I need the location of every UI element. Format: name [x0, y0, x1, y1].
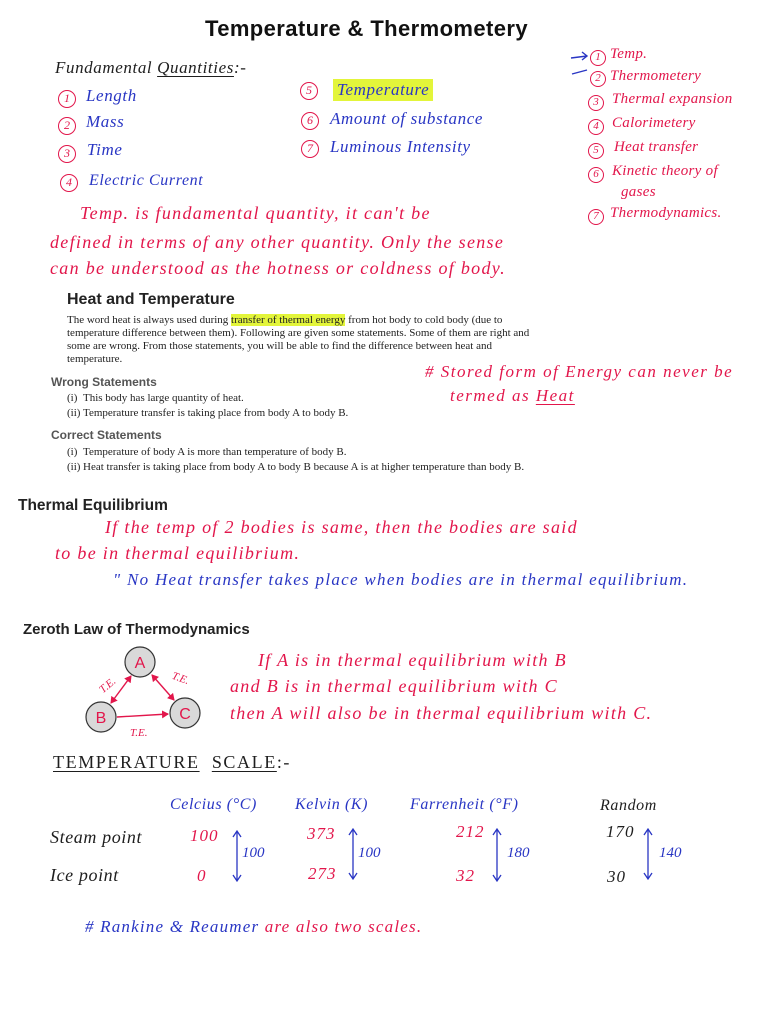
heading-suffix: :-	[233, 58, 247, 77]
statement-text: Temperature of body A is more than temperature of body B.	[83, 446, 347, 458]
list-number-badge: 7	[301, 140, 319, 158]
list-number-badge: 5	[300, 82, 318, 100]
statement-item	[59, 407, 535, 420]
topic-item: Thermal expansion	[612, 91, 733, 107]
wrong-statements-heading: Wrong Statements	[51, 375, 157, 389]
topic-item: Calorimetery	[612, 115, 696, 131]
node-b-label: B	[95, 710, 107, 727]
thermal-eq-line: If the temp of 2 bodies is same, then the bodies are said	[105, 517, 578, 537]
statement-text: This body has large quantity of heat.	[83, 392, 244, 404]
scale-column-header: Celcius (°C)	[170, 796, 257, 813]
temperature-scale-heading	[53, 752, 291, 773]
scale-interval-value: 180	[507, 845, 530, 861]
list-number-badge: 6	[301, 112, 319, 130]
temp-note-line: Temp. is fundamental quantity, it can't be	[80, 203, 431, 223]
statement-item	[59, 461, 535, 474]
topic-number-badge: 1	[590, 50, 606, 66]
heading-prefix: Fundamental	[55, 58, 158, 77]
topic-number-badge: 7	[588, 209, 604, 225]
tick-stroke	[571, 52, 587, 60]
ice-point-value: 32	[456, 866, 475, 885]
scale-interval-value: 100	[242, 845, 265, 861]
paragraph-text: from hot body to cold body (due to temperature difference between them). Following are given some statements. Some of them are right and some are wrong. From those statements, you will be able to find the difference between heat and temperature.	[67, 314, 530, 365]
scale-column-header: Kelvin (K)	[295, 796, 369, 813]
vertical-double-arrow-icon	[641, 826, 655, 882]
topic-number-badge: 6	[588, 167, 604, 183]
statement-number: (i)	[67, 392, 78, 404]
statement-item	[59, 446, 535, 459]
statement-text: Heat transfer is taking place from body A to body B because A is at higher temperature than body B.	[83, 461, 525, 473]
steam-point-value: 373	[307, 824, 336, 843]
quantity-item: Luminous Intensity	[330, 137, 471, 156]
vertical-double-arrow-icon	[490, 826, 504, 884]
scale-interval-value: 140	[659, 845, 682, 861]
topic-item: Kinetic theory of	[612, 163, 718, 179]
thermal-eq-line: to be in thermal equilibrium.	[55, 543, 301, 563]
quantity-item-highlighted: Temperature	[333, 79, 433, 101]
quantity-item: Mass	[86, 112, 125, 131]
paragraph-highlight: transfer of thermal energy	[231, 314, 346, 326]
page-title: Temperature & Thermometery	[205, 16, 528, 41]
scale-row-label: Steam point	[50, 827, 143, 847]
topic-number-badge: 5	[588, 143, 604, 159]
zeroth-law-diagram	[70, 640, 220, 742]
paragraph-text: The word heat is always used during	[67, 314, 232, 326]
quantity-item: Time	[87, 140, 123, 159]
heading-word: SCALE	[211, 752, 277, 772]
edge-label: T.E.	[130, 727, 148, 739]
ice-point-value: 0	[197, 866, 206, 885]
quantity-item: Length	[86, 86, 137, 105]
stored-energy-note-line	[450, 386, 575, 406]
tick-stroke	[572, 70, 587, 74]
scale-column-header: Farrenheit (°F)	[410, 796, 519, 813]
quantity-item: Amount of substance	[330, 109, 484, 128]
other-scales-note	[85, 917, 422, 937]
note-text: # Rankine & Reaumer	[85, 917, 265, 936]
statement-number: (i)	[67, 446, 78, 458]
steam-point-value: 212	[456, 822, 485, 841]
note-text: termed as	[450, 386, 536, 405]
topic-number-badge: 2	[590, 71, 606, 87]
topic-item: Thermodynamics.	[610, 205, 722, 221]
tick-mark-icon	[569, 48, 591, 80]
list-number-badge: 2	[58, 117, 76, 135]
topic-item-continued: gases	[621, 184, 656, 200]
node-c-label: C	[179, 706, 191, 723]
statement-text: Temperature transfer is taking place from body A to body B.	[83, 407, 349, 419]
topic-item: Thermometery	[610, 68, 702, 84]
list-number-badge: 4	[60, 174, 78, 192]
topic-item: Temp.	[610, 46, 648, 62]
heading-word: TEMPERATURE	[53, 752, 200, 772]
topic-item: Heat transfer	[614, 139, 699, 155]
fundamental-quantities-heading	[55, 58, 246, 78]
scale-interval-value: 100	[358, 845, 381, 861]
heat-temperature-paragraph	[67, 314, 535, 366]
zeroth-law-line: then A will also be in thermal equilibrium with C.	[230, 703, 653, 723]
thermal-eq-note: " No Heat transfer takes place when bodies are in thermal equilibrium.	[113, 570, 689, 589]
topic-number-badge: 3	[588, 95, 604, 111]
steam-point-value: 100	[190, 826, 219, 845]
correct-statements-heading: Correct Statements	[51, 428, 162, 442]
edge-b-c	[117, 714, 168, 717]
stored-energy-note-line: # Stored form of Energy can never be	[425, 362, 734, 381]
list-number-badge: 3	[58, 145, 76, 163]
quantity-item: Electric Current	[89, 172, 204, 189]
scale-column-header: Random	[600, 797, 657, 814]
section-heading-heat-temperature: Heat and Temperature	[67, 291, 235, 308]
zeroth-law-line: If A is in thermal equilibrium with B	[258, 650, 567, 670]
edge-label: T.E.	[97, 675, 119, 696]
node-a-label: A	[134, 655, 146, 672]
section-heading-thermal-equilibrium: Thermal Equilibrium	[18, 497, 168, 514]
note-text: are also two scales.	[264, 917, 423, 936]
list-number-badge: 1	[58, 90, 76, 108]
heading-underlined-word: Quantities	[157, 58, 234, 77]
steam-point-value: 170	[606, 822, 635, 841]
scale-row-label: Ice point	[50, 865, 119, 885]
topic-number-badge: 4	[588, 119, 604, 135]
temp-note-line: defined in terms of any other quantity. Only the sense	[50, 232, 505, 252]
heading-suffix: :-	[276, 752, 292, 772]
section-heading-zeroth-law: Zeroth Law of Thermodynamics	[23, 621, 250, 638]
ice-point-value: 30	[607, 867, 626, 886]
edge-label: T.E.	[170, 669, 191, 688]
temp-note-line: can be understood as the hotness or coldness of body.	[50, 258, 506, 278]
ice-point-value: 273	[308, 864, 337, 883]
statement-number: (ii)	[67, 407, 81, 419]
note-underlined-word: Heat	[535, 386, 575, 405]
zeroth-law-line: and B is in thermal equilibrium with C	[230, 676, 558, 696]
statement-number: (ii)	[67, 461, 81, 473]
